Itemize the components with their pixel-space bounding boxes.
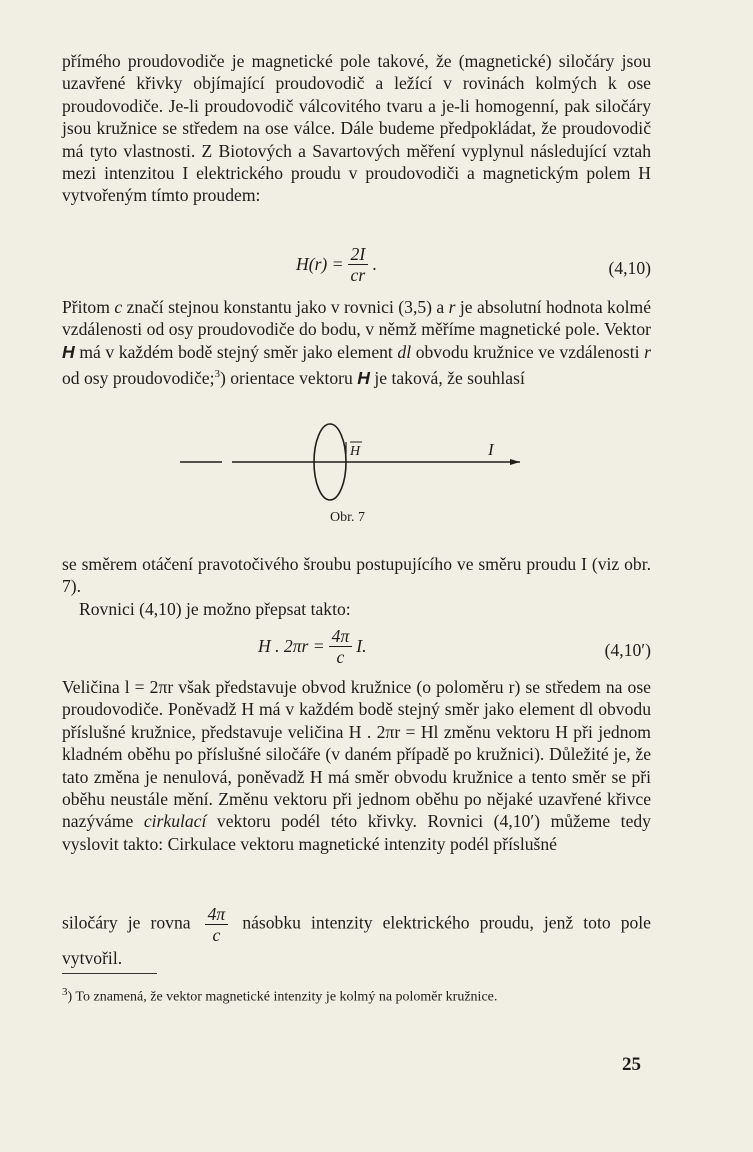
paragraph-4-text: Rovnici (4,10) je možno přepsat takto: (79, 599, 351, 619)
eq2-fraction (329, 626, 353, 667)
paragraph-5-text: Veličina l = 2πr však představuje obvod kružnice (o poloměru r) se středem na ose proudovodiče. Poněvadž H má v každém bodě stejný směr jako element dl obvodu příslušné kružnice, představuje veličina H . 2πr = Hl změnu vektoru H při jednom kladném oběhu po příslušné siločáře (v daném případě po kružnici). Důležité je, že tato změna je nenulová, poněvadž H má směr obvodu kružnice a tento směr se při oběhu neustále mění. Změnu vektoru při jednom oběhu po nějaké uzavřené křivce nazýváme (62, 677, 651, 832)
p2-a: Přitom (62, 297, 110, 317)
footnote-3 (62, 982, 651, 1008)
p2-r-symbol: r (448, 297, 456, 317)
footnote-divider (62, 973, 157, 974)
p6-numerator: 4π (205, 904, 229, 925)
term-cirkulace: cirkulací (143, 811, 207, 832)
p6-denominator: c (212, 925, 221, 945)
p2-r2: r (644, 341, 651, 362)
current-arrow-icon (510, 459, 520, 465)
paragraph-5-end: vektoru podél této křivky. Rovnici (4,10′) můžeme tedy vyslovit takto: Cirkulace vektoru magnetické intenzity podél příslušné (62, 811, 651, 854)
paragraph-3-text: se směrem otáčení pravotočivého šroubu postupujícího ve směru proudu I (viz obr. 7). (62, 554, 651, 597)
paragraph-1 (62, 50, 651, 207)
eq1-lhs: H(r) = (296, 254, 344, 274)
eq2-tail: I. (356, 636, 367, 656)
eq1-tail: . (372, 254, 377, 274)
p2-n: je taková, že souhlasí (374, 368, 525, 389)
eq1-numerator: 2I (348, 244, 369, 265)
p6-b: násobku intenzity elektrického proudu, jenž toto pole vytvořil. (62, 912, 651, 968)
label-h: H (350, 444, 361, 459)
p2-c: značí stejnou konstantu jako v rovnici (3,5) a (126, 297, 445, 317)
paragraph-2 (62, 296, 651, 389)
footnote-mark: 3 (62, 986, 68, 998)
paragraph-3 (62, 553, 651, 598)
footnote-ref: 3 (214, 368, 220, 381)
p2-e: je absolutní hodnota kolmé vzdálenosti od osy proudovodiče do bodu, v němž měříme magnetické pole. Vektor (62, 297, 652, 340)
p2-c-symbol: c (114, 297, 123, 317)
eq2-numerator: 4π (329, 626, 353, 647)
eq2-denominator: c (336, 647, 345, 667)
paragraph-6 (62, 904, 651, 971)
p2-k: od osy proudovodiče; (62, 368, 215, 389)
p2-dl: dl (397, 341, 412, 362)
eq1-fraction (348, 244, 369, 285)
eq2-label: (4,10′) (604, 640, 651, 660)
p2-vector-h: H (62, 341, 75, 362)
p2-l: ) orientace vektoru (219, 368, 353, 389)
p6-fraction (205, 904, 229, 945)
paragraph-1-text: přímého proudovodiče je magnetické pole takové, že (magnetické) siločáry jsou uzavřené křivky objímající proudovodič a ležící v rovinách kolmých k ose proudovodiče. Je-li proudovodič válcovitého tvaru a je-li homogenní, pak siločáry jsou kružnice se středem na ose válce. Dále budeme předpokládat, že proudovodič má tyto vlastnosti. Z Biotových a Savartových měření vyplynul následující vztah mezi intenzitou I elektrického proudu v proudovodiči a magnetickým polem H vytvořeným tímto proudem: (62, 51, 651, 206)
equation-4-10-prime (62, 626, 651, 676)
paragraph-4 (62, 598, 651, 620)
p2-i: obvodu kružnice ve vzdálenosti (415, 341, 640, 362)
eq1-label: (4,10) (608, 258, 651, 278)
eq2-lhs: H . 2πr = (258, 636, 325, 656)
eq1-denominator: cr (350, 265, 366, 285)
label-i: I (488, 440, 494, 459)
p6-a: siločáry je rovna (62, 912, 191, 933)
p2-vector-h2: H (357, 368, 370, 389)
page-number: 25 (622, 1054, 641, 1075)
footnote-text: ) To znamená, že vektor magnetické intenzity je kolmý na poloměr kružnice. (67, 989, 498, 1005)
figure-caption: Obr. 7 (330, 510, 365, 525)
equation-4-10 (62, 244, 651, 294)
p2-g: má v každém bodě stejný směr jako element (79, 341, 393, 362)
paragraph-5 (62, 676, 651, 855)
